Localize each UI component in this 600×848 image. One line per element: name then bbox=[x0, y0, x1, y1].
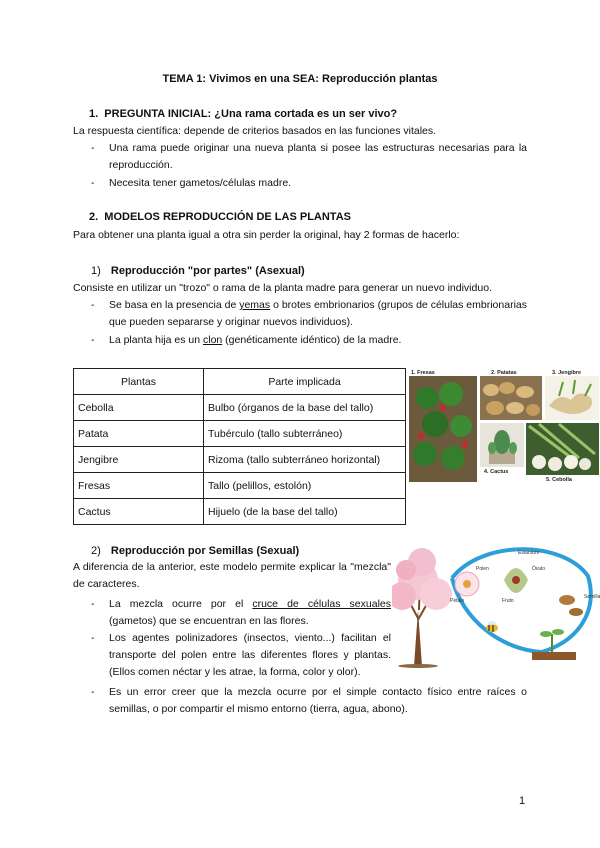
bullet-dash: - bbox=[91, 177, 95, 189]
subsection-2-bullet: La mezcla ocurre por el cruce de células sexuales (gametos) que se encuentran en las flores. bbox=[109, 598, 391, 627]
photo-label: 5. Cebolla bbox=[546, 477, 572, 483]
table-cell: Cebolla bbox=[74, 395, 204, 421]
table-cell: Rizoma (tallo subterráneo horizontal) bbox=[204, 447, 406, 473]
table-row bbox=[74, 447, 406, 473]
section-1-intro: La respuesta científica: depende de criterios basados en las funciones vitales. bbox=[73, 125, 437, 137]
subsection-2-heading bbox=[91, 545, 299, 557]
table-cell: Tubérculo (tallo subterráneo) bbox=[204, 421, 406, 447]
subsection-2-title: Reproducción por Semillas (Sexual) bbox=[110, 545, 300, 557]
subsection-1-intro: Consiste en utilizar un "trozo" o rama de la planta madre para generar un nuevo individuo. bbox=[73, 282, 492, 294]
page-number: 1 bbox=[519, 795, 526, 807]
table-header-row bbox=[74, 369, 406, 395]
diagram-label: Óvulo bbox=[532, 566, 546, 572]
subsection-1-title: Reproducción "por partes" (Asexual) bbox=[110, 265, 305, 277]
table-header-cell: Plantas bbox=[74, 369, 204, 395]
section-2-heading: 2. MODELOS REPRODUCCIÓN DE LAS PLANTAS bbox=[89, 211, 351, 223]
table-row bbox=[74, 499, 406, 525]
section-1-bullet: Una rama puede originar una nueva planta si posee las estructuras necesarias para la reproducción. bbox=[109, 142, 527, 171]
bullet-dash: - bbox=[91, 299, 95, 311]
subsection-1-number: 1) bbox=[91, 265, 101, 277]
pollination-diagram bbox=[392, 540, 600, 668]
section-2-intro: Para obtener una planta igual a otra sin perder la original, hay 2 formas de hacerlo: bbox=[73, 229, 460, 241]
bullet-dash: - bbox=[91, 142, 95, 154]
keyword-clon: clon bbox=[203, 334, 223, 346]
table-header-cell: Parte implicada bbox=[204, 369, 406, 395]
table-cell: Bulbo (órganos de la base del tallo) bbox=[204, 395, 406, 421]
photo-label: 4. Cactus bbox=[484, 469, 509, 475]
bullet-dash: - bbox=[91, 632, 95, 644]
table-row bbox=[74, 421, 406, 447]
table-row bbox=[74, 473, 406, 499]
diagram-label: Semilla bbox=[584, 594, 600, 600]
subsection-1-heading bbox=[91, 265, 305, 277]
photo-label: 3. Jengibre bbox=[552, 370, 582, 376]
table-cell: Hijuelo (de la base del tallo) bbox=[204, 499, 406, 525]
table-cell: Patata bbox=[74, 421, 204, 447]
diagram-label: Polen bbox=[476, 566, 489, 572]
keyword-yemas: yemas bbox=[239, 299, 271, 311]
table-cell: Tallo (pelillos, estolón) bbox=[204, 473, 406, 499]
subsection-2-bullet: Los agentes polinizadores (insectos, viento...) facilitan el transporte del polen entre las diferentes flores y plantas. (Ellos comen néctar y les atrae, la forma, color y olor). bbox=[109, 632, 391, 678]
page-title: TEMA 1: Vivimos en una SEA: Reproducción plantas bbox=[162, 73, 438, 85]
table-cell: Fresas bbox=[74, 473, 204, 499]
asexual-plants-photo bbox=[409, 366, 599, 484]
subsection-2-bullet: Es un error creer que la mezcla ocurre por el simple contacto físico entre raíces o semillas, o por compartir el mismo entorno (tierra, agua, abono). bbox=[109, 686, 527, 715]
table-cell: Cactus bbox=[74, 499, 204, 525]
subsection-1-bullet: Se basa en la presencia de yemas o brotes embrionarios (grupos de células embrionarias que pueden separarse y originar nuevos individuos). bbox=[109, 299, 527, 328]
diagram-label: Estambre bbox=[518, 550, 540, 556]
bullet-dash: - bbox=[91, 598, 95, 610]
section-1-heading: 1. PREGUNTA INICIAL: ¿Una rama cortada es un ser vivo? bbox=[89, 108, 398, 120]
subsection-2-number: 2) bbox=[91, 545, 101, 557]
diagram-label: Fruto bbox=[502, 598, 514, 604]
subsection-2-intro: A diferencia de la anterior, este modelo permite explicar la "mezcla" de caracteres. bbox=[73, 561, 391, 590]
bullet-dash: - bbox=[91, 686, 95, 698]
photo-label: 1. Fresas bbox=[411, 370, 435, 376]
plants-table bbox=[73, 368, 406, 525]
table-row bbox=[74, 395, 406, 421]
diagram-label: Pétalo bbox=[450, 598, 465, 604]
bullet-dash: - bbox=[91, 334, 95, 346]
keyword-cruce: cruce de células sexuales bbox=[252, 598, 391, 610]
subsection-1-bullet: La planta hija es un clon (genéticamente idéntico) de la madre. bbox=[109, 334, 402, 346]
table-cell: Jengibre bbox=[74, 447, 204, 473]
photo-label: 2. Patatas bbox=[491, 370, 517, 376]
section-1-bullet: Necesita tener gametos/células madre. bbox=[109, 177, 292, 189]
